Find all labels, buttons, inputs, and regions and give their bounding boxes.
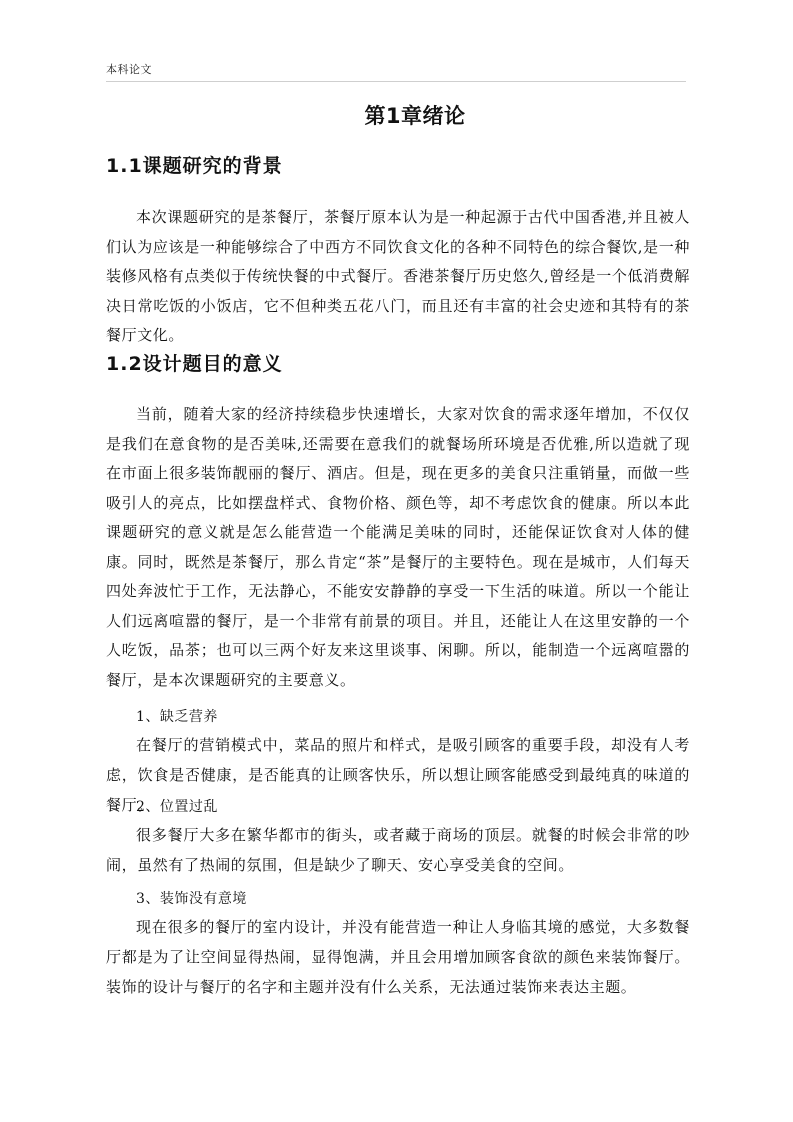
chapter-title: 第1章绪论 <box>364 104 466 128</box>
list-item-text-3: 现在很多的餐厅的室内设计，并没有能营造一种让人身临其境的感觉，大多数餐厅都是为了让空间显得热闹，显得饱满，并且会用增加顾客食欲的颜色来装饰餐厅。装饰的设计与餐厅的名字和主题并没有什么关系，无法通过装饰来表达主题。 <box>106 918 690 996</box>
section-heading-1-2: 1.2设计题目的意义 <box>106 353 283 375</box>
list-item-text-1: 在餐厅的营销模式中，菜品的照片和样式，是吸引顾客的重要手段，却没有人考虑，饮食是否健康，是否能真的让顾客快乐，所以想让顾客能感受到最纯真的味道的餐厅。 <box>106 736 690 814</box>
list-item-label-1: 1、缺乏营养 <box>136 709 218 725</box>
list-item-label-3: 3、装饰没有意境 <box>136 891 247 907</box>
section-heading-1-1: 1.1课题研究的背景 <box>106 155 283 177</box>
header-rule <box>106 81 686 82</box>
list-item-text-2: 很多餐厅大多在繁华都市的街头，或者藏于商场的顶层。就餐的时候会非常的吵闹，虽然有了热闹的氛围，但是缺少了聊天、安心享受美食的空间。 <box>106 826 690 874</box>
running-header: 本科论文 <box>106 63 152 76</box>
significance-paragraph: 当前，随着大家的经济持续稳步快速增长，大家对饮食的需求逐年增加，不仅仅是我们在意食物的是否美味,还需要在意我们的就餐场所环境是否优雅,所以造就了现在市面上很多装饰靓丽的餐厅、酒店。但是，现在更多的美食只注重销量，而做一些吸引人的亮点，比如摆盘样式、食物价格、颜色等，却不考虑饮食的健康。所以本此课题研究的意义就是怎么能营造一个能满足美味的同时，还能保证饮食对人体的健康。同时，既然是茶餐厅，那么肯定“茶”是餐厅的主要特色。现在是城市，人们每天四处奔波忙于工作，无法静心，不能安安静静的享受一下生活的味道。所以一个能让人们远离喧嚣的餐厅，是一个非常有前景的项目。并且，还能让人在这里安静的一个人吃饭，品茶；也可以三两个好友来这里谈事、闲聊。所以，能制造一个远离喧嚣的餐厅，是本次课题研究的主要意义。 <box>106 405 690 689</box>
list-item-label-2: 2、位置过乱 <box>136 799 218 815</box>
background-paragraph: 本次课题研究的是茶餐厅，茶餐厅原本认为是一种起源于古代中国香港,并且被人们认为应该是一种能够综合了中西方不同饮食文化的各种不同特色的综合餐饮,是一种装修风格有点类似于传统快餐的中式餐厅。香港茶餐厅历史悠久,曾经是一个低消费解决日常吃饭的小饭店，它不但种类五花八门，而且还有丰富的社会史迹和其特有的茶餐厅文化。 <box>106 208 690 344</box>
